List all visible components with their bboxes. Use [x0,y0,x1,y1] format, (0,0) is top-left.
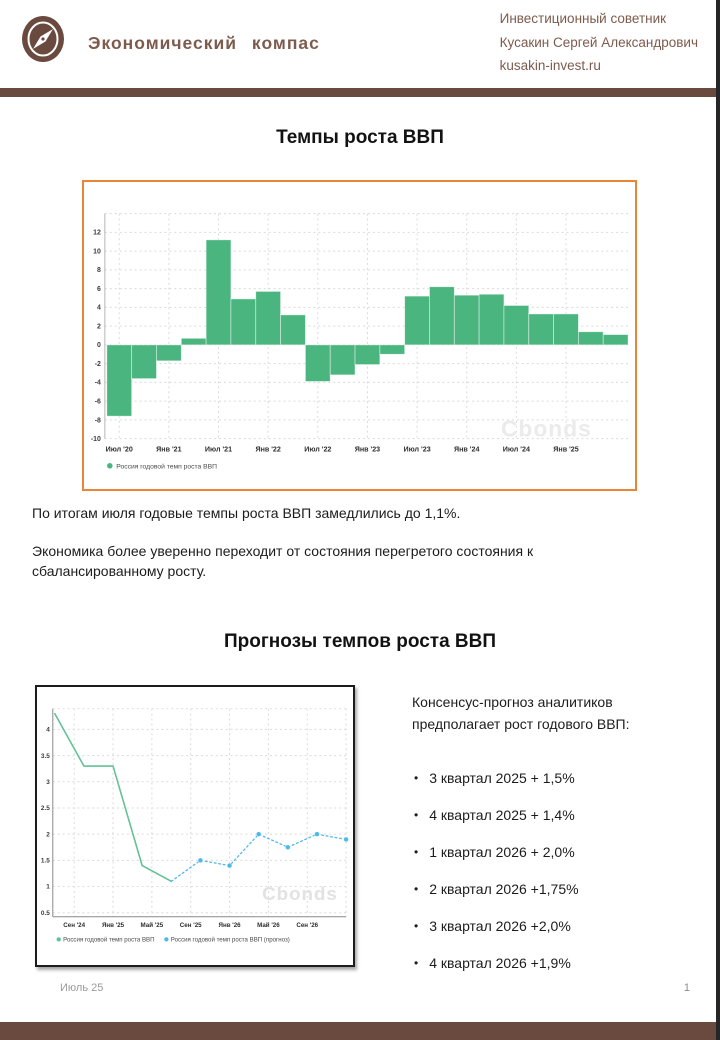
svg-text:6: 6 [97,285,101,293]
svg-text:1.5: 1.5 [40,857,50,865]
section1-title: Темпы роста ВВП [276,127,444,148]
series-marker [314,832,319,837]
svg-text:2.5: 2.5 [40,805,50,813]
forecast-bullet-list [414,768,674,973]
series-line [171,834,346,881]
advisor-name: Кусакин Сергей Александрович [499,34,698,50]
forecast-bullet [414,805,674,825]
footer-divider-bar [0,1022,720,1040]
header-divider-bar [0,88,720,97]
forecast-bullet-text: 3 квартал 2025 + 1,5% [429,770,575,786]
gdp-forecast-chart-frame [35,685,355,967]
page-right-edge-line [716,0,720,1040]
footer-date: Июль 25 [60,982,104,994]
section2-title: Прогнозы темпов роста ВВП [223,631,497,652]
brand-title: Экономический компас [88,33,320,53]
series-marker [285,845,290,850]
svg-text:Май '25: Май '25 [140,922,164,930]
gdp-bar-chart [84,182,635,489]
forecast-bullet-text: 1 квартал 2026 + 2,0% [429,844,575,860]
series-marker [198,858,203,863]
svg-text:Сен '25: Сен '25 [179,922,202,930]
forecast-block [412,691,674,990]
legend-dot-green [107,463,113,469]
bullet-dot-icon: • [414,808,419,822]
svg-text:-8: -8 [94,417,101,425]
svg-text:4: 4 [46,726,50,734]
legend-dot-blue [164,937,168,941]
svg-text:1: 1 [46,883,50,891]
svg-text:2: 2 [46,831,50,839]
svg-text:8: 8 [97,267,101,275]
svg-text:12: 12 [93,229,101,237]
cbonds-watermark: Cbonds [262,882,338,904]
svg-text:Июл '22: Июл '22 [304,445,332,454]
svg-text:3: 3 [46,778,50,786]
svg-text:Янв '25: Янв '25 [101,922,125,930]
forecast-bullet [414,879,674,899]
svg-text:10: 10 [93,248,101,256]
series-marker [344,837,349,842]
paragraph-gdp-slowdown: По итогам июля годовые темпы роста ВВП замедлились до 1,1%. [32,505,461,521]
bullet-dot-icon: • [414,919,419,933]
svg-text:0: 0 [97,342,101,350]
bullet-dot-icon: • [414,956,419,970]
svg-text:-10: -10 [90,436,101,444]
svg-text:-6: -6 [94,398,101,406]
series-marker [227,863,232,868]
svg-text:-4: -4 [94,379,101,387]
forecast-bullet [414,768,674,788]
paragraph-economy-balance: Экономика более уверенно переходит от состояния перегретого состояния к сбалансированному росту. [32,543,534,579]
gdp-bar-chart-frame [82,180,637,491]
cbonds-watermark: Cbonds [500,415,592,442]
bullet-dot-icon: • [414,845,419,859]
bullet-dot-icon: • [414,771,419,785]
svg-text:Янв '25: Янв '25 [553,445,579,454]
forecast-intro: Консенсус-прогноз аналитиков предполагает рост годового ВВП: [412,694,630,732]
advisor-block [500,7,698,78]
svg-text:0.5: 0.5 [40,909,50,917]
forecast-bullet [414,953,674,973]
svg-text:Июл '24: Июл '24 [502,445,530,454]
svg-text:-2: -2 [94,361,101,368]
svg-text:Май '26: Май '26 [257,922,280,930]
gdp-forecast-line-chart [37,687,353,965]
svg-text:Сен '26: Сен '26 [296,922,319,930]
svg-text:Янв '23: Янв '23 [354,445,381,454]
svg-text:Янв '24: Янв '24 [454,445,480,454]
svg-text:Янв '22: Янв '22 [255,445,281,454]
forecast-bullet-text: 4 квартал 2026 +1,9% [429,955,571,971]
legend-label: Россия годовой темп роста ВВП (прогноз) [170,936,290,944]
advisor-site[interactable]: kusakin-invest.ru [499,58,601,73]
svg-text:Июл '21: Июл '21 [204,445,233,454]
footer-page-number: 1 [683,982,690,994]
forecast-bullet-text: 3 квартал 2026 +2,0% [429,918,571,934]
compass-logo-icon [20,14,66,64]
legend-label: Россия годовой темп роста ВВП [116,463,217,471]
svg-text:Июл '23: Июл '23 [403,445,431,454]
svg-text:Янв '26: Янв '26 [218,922,241,930]
svg-text:Янв '21: Янв '21 [156,445,182,454]
forecast-bullet [414,916,674,936]
bullet-dot-icon: • [414,882,419,896]
svg-text:3.5: 3.5 [40,752,50,760]
svg-text:Июл '20: Июл '20 [105,445,133,454]
series-marker [256,832,261,837]
svg-text:Сен '24: Сен '24 [63,922,86,930]
forecast-bullet [414,842,674,862]
forecast-bullet-text: 2 квартал 2026 +1,75% [429,881,579,897]
svg-text:4: 4 [97,304,101,312]
forecast-bullet-text: 4 квартал 2025 + 1,4% [429,807,575,823]
svg-text:2: 2 [97,323,101,331]
legend-label: Россия годовой темп роста ВВП [63,936,155,944]
advisor-role: Инвестиционный советник [499,11,667,26]
legend-dot-green [57,937,61,941]
